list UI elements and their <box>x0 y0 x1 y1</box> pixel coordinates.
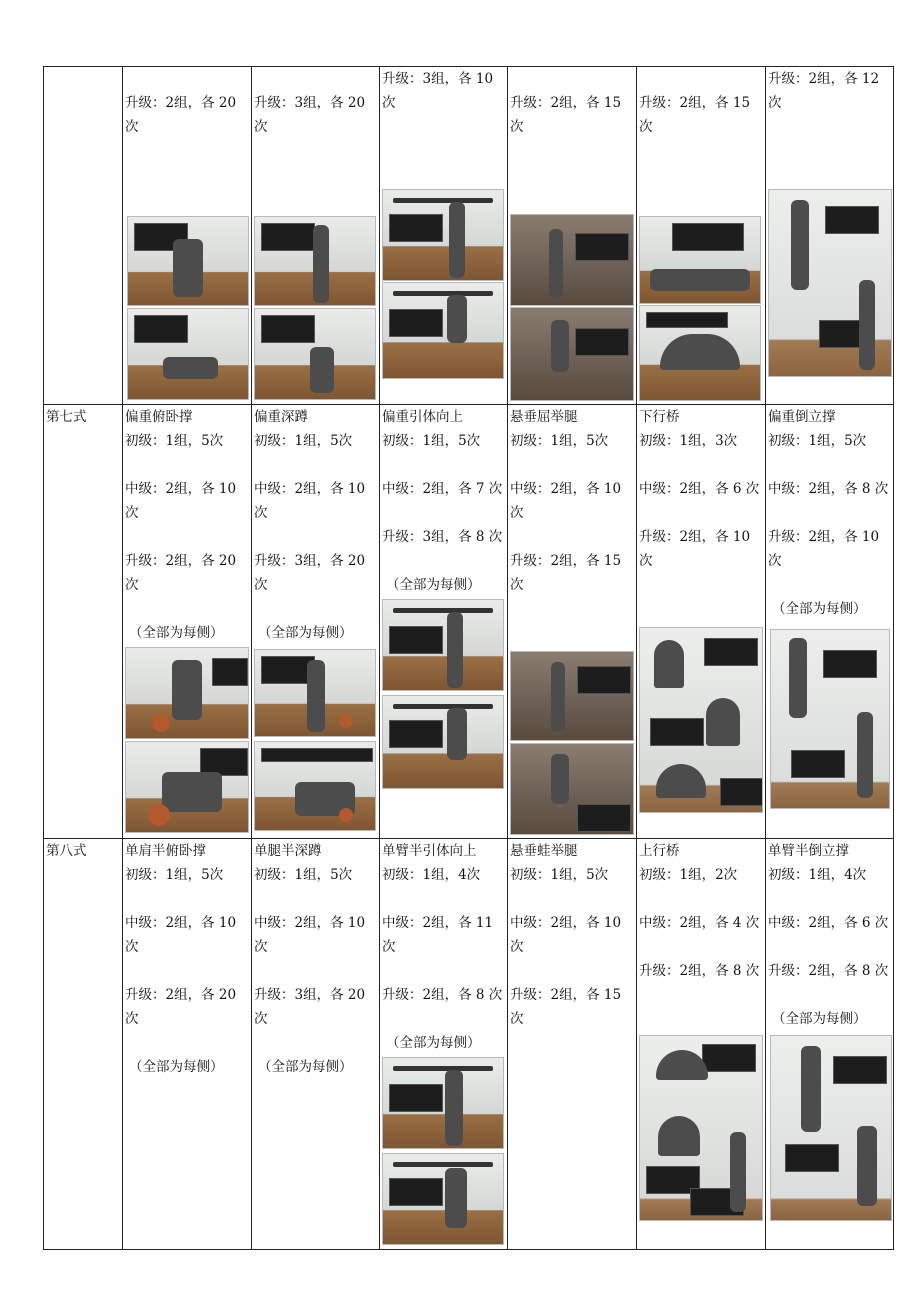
exercise-table <box>43 66 894 1250</box>
cell: 升级：3组，各 10 次 <box>380 67 508 405</box>
exercise-photo <box>382 189 504 281</box>
cell: 偏重深蹲 初级：1组，5次 中级：2组，各 10 次 升级：3组，各 20 次 （全部为每侧） <box>252 405 380 839</box>
cell: 偏重俯卧撑 初级：1组，5次 中级：2组，各 10 次 升级：2组，各 20 次 （全部为每侧） <box>123 405 252 839</box>
cell: 单肩半俯卧撑 初级：1组，5次 中级：2组，各 10 次 升级：2组，各 20 次 （全部为每侧） <box>123 839 252 1250</box>
exercise-photo <box>254 649 376 737</box>
table-row <box>44 839 894 1250</box>
cell: 悬垂蛙举腿 初级：1组，5次 中级：2组，各 10 次 升级：2组，各 15 次 <box>508 839 637 1250</box>
exercise-photo <box>382 1057 504 1149</box>
table-row <box>44 67 894 405</box>
exercise-photo <box>382 695 504 789</box>
exercise-photo <box>639 1035 763 1221</box>
cell: 偏重引体向上 初级：1组，5次 中级：2组，各 7 次 升级：3组，各 8 次 （全部为每侧） <box>380 405 508 839</box>
exercise-photo <box>382 599 504 691</box>
exercise-photo <box>639 216 761 304</box>
exercise-photo <box>254 308 376 400</box>
exercise-photo <box>768 189 892 377</box>
exercise-photo <box>510 743 634 835</box>
exercise-photo <box>254 216 376 306</box>
table-row <box>44 405 894 839</box>
exercise-photo <box>770 629 890 809</box>
cell: 悬垂屈举腿 初级：1组，5次 中级：2组，各 10 次 升级：2组，各 15 次 <box>508 405 637 839</box>
exercise-photo <box>382 1153 504 1245</box>
exercise-photo <box>510 651 634 741</box>
cell: 升级：2组，各 20 次 <box>123 67 252 405</box>
cell: 升级：3组，各 20 次 <box>252 67 380 405</box>
row-label-cell: 第八式 <box>44 839 123 1250</box>
exercise-photo <box>510 214 634 306</box>
cell: 升级：2组，各 15 次 <box>637 67 766 405</box>
exercise-photo <box>125 741 249 833</box>
exercise-photo <box>639 627 763 813</box>
row-label-cell <box>44 67 123 405</box>
row-label-cell: 第七式 <box>44 405 123 839</box>
exercise-photo <box>254 741 376 831</box>
exercise-photo <box>770 1035 892 1221</box>
cell: 偏重倒立撑 初级：1组，5次 中级：2组，各 8 次 升级：2组，各 10 次 （全部为每侧） <box>766 405 894 839</box>
cell: 单腿半深蹲 初级：1组，5次 中级：2组，各 10 次 升级：3组，各 20 次 （全部为每侧） <box>252 839 380 1250</box>
exercise-photo <box>125 647 249 739</box>
cell: 单臂半倒立撑 初级：1组，4次 中级：2组，各 6 次 升级：2组，各 8 次 （全部为每侧） <box>766 839 894 1250</box>
exercise-photo <box>127 308 249 400</box>
cell: 单臂半引体向上 初级：1组，4次 中级：2组，各 11 次 升级：2组，各 8 次 （全部为每侧） <box>380 839 508 1250</box>
exercise-photo <box>639 305 761 401</box>
exercise-photo <box>127 216 249 306</box>
exercise-photo <box>382 282 504 379</box>
cell: 升级：2组，各 12 次 <box>766 67 894 405</box>
exercise-photo <box>510 307 634 401</box>
cell: 下行桥 初级：1组，3次 中级：2组，各 6 次 升级：2组，各 10 次 <box>637 405 766 839</box>
cell: 上行桥 初级：1组，2次 中级：2组，各 4 次 升级：2组，各 8 次 <box>637 839 766 1250</box>
cell: 升级：2组，各 15 次 <box>508 67 637 405</box>
